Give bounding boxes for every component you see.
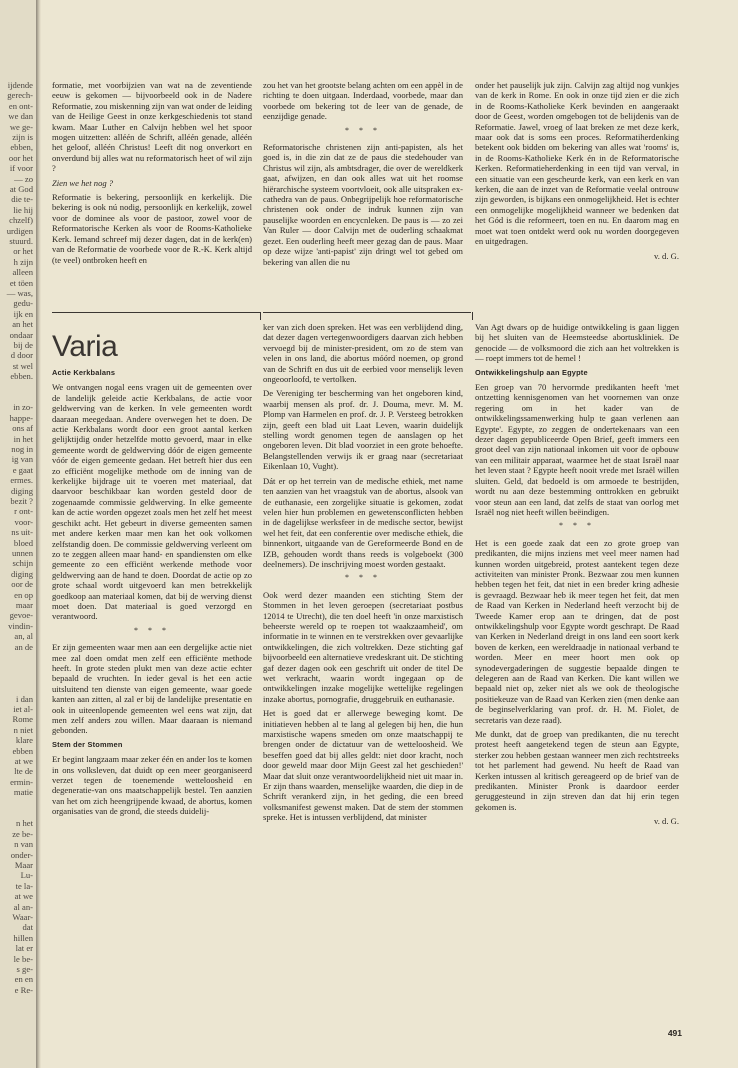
page-number: 491 — [667, 1028, 682, 1038]
section-separator: * * * — [134, 625, 170, 635]
previous-page-text-fragment: gerech- — [7, 90, 33, 101]
previous-page-text-fragment: Waar- — [12, 912, 33, 922]
varia-column-1 — [52, 322, 252, 1022]
previous-page-text-fragment: nog in — [11, 444, 33, 454]
article-paragraph: zou het van het grootste belang achten om een appèl in de richting te doen uitgaan. Inderdaad, voorbede, maar dan voorbede om bekering tot de leer van de genade, de eenzijdige genade. — [263, 80, 463, 122]
article-column-1 — [52, 80, 252, 308]
previous-page-text-fragment: s ge- — [16, 964, 33, 974]
previous-page-text-fragment: e gaat — [12, 464, 33, 475]
article-paragraph: Een groep van 70 hervormde predikanten heeft 'met ontzetting kennisgenomen van het voornemen van onze regering om in het kader van de ontwikkelingssamenwerking hulp te gaan verlenen aan Egypte'. Egypte, zo zeggen de ondertekenaars van een dezer dagen gepubliceerde Open Brief, geeft immers een groot deel van zijn nationaal inkomen uit voor de opbouw van een militair apparaat, waarmee het de staat Israël naar het leven staat ? Egypte heeft nooit vrede met Israël willen sluiten. Geld, dat bedoeld is om armoede te bestrijden, wordt nu aan deze bestemming onttrokken en gebruikt voor steun aan een land, dat zelfs de staat van oorlog met Israël nog niet heeft willen beëindigen. — [475, 382, 679, 517]
varia-title: Varia — [52, 330, 118, 363]
previous-page-text-fragment: or het — [13, 246, 33, 257]
section-separator: * * * — [345, 573, 381, 583]
section-separator: * * * — [345, 125, 381, 135]
previous-page-text-fragment: lie hij — [13, 204, 33, 215]
previous-page-text-fragment: ons af — [12, 423, 33, 434]
previous-page-text-fragment: hillen — [13, 932, 33, 943]
previous-page-text-fragment: ondaar — [9, 329, 33, 340]
previous-page-text-fragment: lat er — [15, 943, 33, 954]
article-subheading: Zien we het nog ? — [52, 177, 114, 188]
previous-page-text-fragment: ermin- — [10, 776, 33, 787]
previous-page-text-fragment: zijn is — [12, 132, 33, 142]
previous-page-text-fragment: ze be- — [12, 828, 33, 839]
column-rule — [260, 312, 261, 320]
article-paragraph: Van Agt dwars op de huidige ontwikkeling is gaan liggen bij het sluiten van de Heemsteedse abortuskliniek. De genocide — de volksmoord die zich aan het voltrekken is — roept immers tot de hemel ! — [475, 322, 679, 364]
article-paragraph: Ook werd dezer maanden een stichting Stem der Stommen in het leven geroepen (secretariaat postbus 12014 te Utrecht), die ten doel heeft 'in onze marxistisch beheerste wereld op te roepen tot waakzaamheid', om informatie in te winnen en te verstrekken over gevaarlijke ontwikkelingen, die zich voltrekken. Deze stichting gaf bijvoorbeeld een alternatieve vredeskrant uit. De stichting gaf dezer dagen ook een geschrift uit onder de titel De wet verkracht, waarin wordt ingegaan op de ontwikkelingen inzake mogelijke wettelijke regelingen inzake abortus, pornografie, druggebruik en euthanasie. — [263, 589, 463, 704]
previous-page-text-fragment: schijn — [12, 558, 33, 569]
previous-page-text-fragment: we ge- — [9, 121, 33, 132]
previous-page-text-fragment: at we — [14, 756, 33, 766]
previous-page-text-fragment: st wel — [12, 360, 33, 371]
previous-page-text-fragment: ebben, — [10, 142, 33, 153]
section-heading: Actie Kerkbalans — [52, 368, 116, 377]
previous-page-text-fragment: if voor — [9, 163, 33, 174]
previous-page-text-fragment: an het — [12, 319, 33, 330]
author-signature: v. d. G. — [654, 816, 679, 827]
previous-page-text-fragment: ermes. — [10, 475, 33, 486]
previous-page-text-fragment: at God — [9, 184, 33, 194]
previous-page-text-fragment: oor het — [8, 152, 33, 163]
previous-page-text-fragment: lte de — [14, 766, 33, 777]
article-paragraph: Het is goed dat er allerwege beweging komt. De initiatieven hebben al te lang al gelegen bij hen, die hun marxistische wapens smeden om onze maatschappij te brengen onder de dictatuur van de wetteloosheid. We beseffen goed dat bij alles geldt: niet door kracht, noch door geweld maar door Mijn Geest zal het geschieden!' Maar dat sluit onze verantwoordelijkheid niet uit maar in. Er zijn thans waarden, menselijke waarden, die diep in de Schrift verankerd zijn, in het geding, die een breed volksmanifest gewenst maken. Dat de stem der stommen spreke. Het is intussen verblijdend, dat minister — [263, 708, 463, 823]
previous-page-text-fragment: Maar — [14, 860, 33, 870]
previous-page-text-fragment: al an- — [13, 901, 33, 912]
previous-page-text-fragment: an de — [14, 641, 33, 652]
previous-page-text-fragment: et töen — [9, 277, 33, 288]
article-paragraph: We ontvangen nogal eens vragen uit de gemeenten over de landelijk geleide actie Kerkbalans, de actie voor geldwerving van de kerken. In vele gemeenten wordt daaraan meegedaan. Andere overwegen het te doen. De actie Kerkbalans wordt door een groot aantal kerken gelijktijdig onder hetzelfde motto gevoerd, maar in elke gemeente wordt de geldwerving dóór de eigen gemeente vóór de eigen gemeente gedaan. Het betreft hier dus een zo efficiënt mogelijke methode om de inning van de kerkelijke bijdrage uit te voeren met materiaal, dat daarvoor beschikbaar kan worden gesteld door de zogenaamde commissie geldwerving. In elke gemeente kan de actie worden opgezet zoals men het zelf het meest geschikt acht. Het gebeurt in diverse gemeenten samen met andere kerken maar men kan het ook volkomen zelfstandig doen. De commissie geldwerving verleent om zo te zeggen alleen maar hand- en spandiensten om elke gemeente zo een efficiënt werkende methode voor geldwerving aan de hand te doen. Doordat de actie op zo grote schaal wordt uitgevoerd kan men betrekkelijk goedkoop aan materiaal komen, dat bij de werving dienst moet doen. Dat materiaal is goed verzorgd en verantwoord. — [52, 382, 252, 622]
article-paragraph: Er begint langzaam maar zeker één en ander los te komen in ons volksleven, dat duidt op een meer georganiseerd verzet tegen de toenemende wetteloosheid en degeneratie-van ons maatschappelijk bestel. Ten aanzien van het om zich heengrijpende kwaad, de abortus, komen organisaties van de grond, die steeds duidelij- — [52, 754, 252, 817]
article-paragraph: ker van zich doen spreken. Het was een verblijdend ding, dat dezer dagen vertegenwoordigers daarvan zich hebben vervoegd bij de minister-president, om zo de stem van velen in ons land, die abortus móórd noemen, op grond van de Schrift en dus uit de eerbied voor menselijk leven ongeoorloofd, te vertolken. — [263, 322, 463, 385]
article-column-3 — [475, 80, 679, 308]
previous-page-text-fragment: ijdende — [7, 80, 33, 90]
previous-page-text-fragment: voor- — [14, 516, 33, 527]
previous-page-text-fragment: happe- — [9, 412, 33, 423]
column-rule — [472, 312, 473, 320]
page-gutter — [36, 0, 41, 1068]
varia-column-2 — [263, 322, 463, 1022]
previous-page-text-fragment: diging — [11, 568, 33, 579]
previous-page-text-fragment: n het — [16, 818, 33, 829]
previous-page-text-fragment: in het — [13, 433, 33, 444]
previous-page-text-fragment: bloed — [13, 537, 33, 548]
previous-page-text-fragment: Lu- — [20, 870, 33, 881]
previous-page-text-fragment: an, al — [14, 631, 33, 642]
previous-page-text-fragment: we dan — [8, 111, 33, 122]
article-paragraph: Reformatie is bekering, persoonlijk en kerkelijk. Die bekering is ook nú nodig, persoonlijk en kerkelijk, zowel voor de dominee als voor de pastoor, zowel voor de Reformatorische Kerken als voor de Rooms-Katholieke Kerk. Iemand schreef mij dezer dagen, dat in de kerk(en) van de Reformatie de voorbede voor de R.-K. Kerk altijd (te veel) ontbroken heeft en — [52, 192, 252, 265]
article-paragraph: Er zijn gemeenten waar men aan een dergelijke actie niet mee zal doen omdat men zelf een efficiënte methode heeft. In grote steden plukt men van deze actie echter bepaald de vruchten. In ieder geval is het een actie uitsluitend ten dienste van eigen gemeente, waar goede kanten aan zitten, al zal er bij de landelijke presentatie en ook in uiteenlopende gemeenten wel eens wat zijn, dat men zelf anders zou willen. Maar daaraan is niemand gebonden. — [52, 642, 252, 736]
previous-page-text-fragment: h zijn — [13, 256, 33, 267]
previous-page-text-fragment: gevoe- — [9, 610, 33, 621]
previous-page-text-fragment: ijk en — [13, 308, 33, 319]
section-separator: * * * — [559, 521, 595, 531]
previous-page-text-fragment: unnen — [11, 548, 33, 558]
article-paragraph: Me dunkt, dat de groep van predikanten, die nu terecht protest heeft aangetekend tegen de steun aan Egypte, sterker zou hebben gestaan wanneer men zich rechtstreeks tot het parlement had gewend. Nu heeft de Raad van Kerken intussen al kritisch gereageerd op de brief van de predikanten. Minister Pronk is daardoor eerder geruggesteund in zijn streven dan dat hij erin tegen gekomen is. — [475, 729, 679, 812]
previous-page-text-fragment: en ont- — [8, 100, 33, 111]
previous-page-text-fragment: n van — [14, 839, 33, 850]
previous-page-text-fragment: i dan — [16, 693, 33, 704]
previous-page-text-fragment: ig van — [11, 454, 33, 465]
previous-page-text-fragment: maar — [15, 600, 33, 610]
varia-column-3 — [475, 322, 679, 1022]
previous-page-text-fragment: in zo- — [13, 402, 33, 413]
previous-page-text-fragment: dat — [22, 922, 33, 933]
previous-page-fragment — [0, 0, 36, 1068]
previous-page-text-fragment: ebben — [12, 745, 33, 756]
article-paragraph: De Vereniging ter bescherming van het ongeboren kind, waarbij mensen als prof. dr. J. Douma, mevr. M. M. Plomp van Harmelen en prof. dr. J. P. Versteeg betrokken zijn, geeft een blad uit Laat Leven, waarin duidelijk stelling wordt genomen tegen de aanslagen op het ongeboren leven. Dit blad voorziet in een grote behoefte. Belangstellenden verwijs ik er graag naar (secretariaat Eikenlaan 10, Vught). — [263, 388, 463, 472]
previous-page-text-fragment: Rome — [12, 714, 33, 725]
previous-page-text-fragment: diging — [11, 485, 33, 496]
article-paragraph: Dát er op het terrein van de medische ethiek, met name ten aanzien van het vraagstuk van de abortus, alsook van de euthanasie, een zorgelijke situatie is gekomen, zodat velen hier hun problemen en gewetensconflicten hebben in de dagelijkse werksfeer in de medische sector, bewijst wel het feit, dat een conferentie over medische ethiek, die binnenkort, uitgaande van de Gereformeerde Bond en de IZB, gehouden wordt thans reeds is volgeboekt (300 deelnemers). De inschrijving moest worden gestaakt. — [263, 475, 463, 569]
previous-page-text-fragment: ebben. — [10, 371, 33, 382]
previous-page-text-fragment: gedu- — [13, 298, 33, 309]
previous-page-text-fragment: vindin- — [8, 620, 33, 631]
article-paragraph: Reformatorische christenen zijn anti-papisten, als het goed is, in die zin dat ze de paus die stedehouder van Christus wil zijn, als ambtsdrager, die over de wereldkerk gaat, afwijzen, en dan ook alles wat uit het roomse hiërarchische systeem voortvloeit, ook alle uitspraken ex-cathedra van de paus. Onbegrijpelijk hoe reformatorische christenen ook onder de indruk kunnen zijn van pauselijke woorden en encycnleken. De paus is — zo zei Van Ruler — door Calvijn met de ouderling schaakmat gezet. Een ouderling heeft meer gezag dan de paus. Maar op deze wijze 'anti-papist' zijn dringt wel tot gebed om bekering van allen die nu — [263, 142, 463, 267]
previous-page-text-fragment: ns uit- — [11, 527, 33, 538]
previous-page-text-fragment: urdigen — [6, 225, 33, 236]
article-paragraph: formatie, met voorbijzien van wat na de zeventiende eeuw is gekomen — bijvoorbeeld ook in de Nadere Reformatie, zou miskenning zijn van wat onder de leiding van de Heilige Geest in onze kerkgeschiedenis tot stand kwam. Maar Luther en Calvijn hebben wel het spoor mogen uitzetten: alléén de Schrift, alléén genade, alléén het geloof, alléén Christus! Leeft dit nog onverkort en onverdund bij alles wat nu reformatorisch heet of wil zijn ? — [52, 80, 252, 174]
previous-page-text-fragment: — zo — [14, 173, 33, 184]
previous-page-text-fragment: iet al- — [13, 704, 33, 714]
previous-page-text-fragment: chzelf) — [9, 215, 33, 226]
previous-page-text-fragment: le be- — [13, 953, 33, 964]
previous-page-text-fragment: n niet — [13, 724, 33, 735]
previous-page-text-fragment: r ont- — [14, 506, 33, 517]
previous-page-text-fragment: e Re- — [14, 984, 33, 995]
previous-page-text-fragment: alleen — [12, 267, 33, 278]
previous-page-text-fragment: te la- — [15, 880, 33, 891]
previous-page-text-fragment: onder- — [10, 849, 33, 860]
previous-page-text-fragment: matie — [13, 787, 33, 798]
article-paragraph: Het is een goede zaak dat een zo grote groep van predikanten, die mijns inziens met veel meer namen had kunnen worden uitgebreid, protest aantekent tegen deze activiteiten van minister Pronk. Bezwaar zou men kunnen hebben tegen het feit, dat niet in een breder kring adhesie is gevraagd. Bezwaar heb ik meer tegen het feit, dat men de Raad van Kerken in Nederland heeft verzocht bij de Tweede Kamer erop aan te dringen, dat de post ontwikkelingshulp voor Egypte wordt geschrapt. De Raad van Kerken in Nederland dreigt in ons land een soort kerk boven de kerken, een wereldraadje in nationaal verband te worden. Meer en meer hoort men ook op synodevergaderingen de suggestie bepaalde dingen te delegeren aan de Raad van Kerken. Die kant willen we bepaald niet op, zeker niet als we ook de theologische positiekeuze van de Raad van Kerken zien (men denke aan de beginselverklaring van prof. dr. H. M. Fiolet, de secretaris van deze raad). — [475, 537, 679, 725]
article-column-2 — [263, 80, 463, 308]
previous-page-text-fragment: at we — [14, 891, 33, 902]
section-heading: Ontwikkelingshulp aan Egypte — [475, 367, 588, 377]
section-heading: Stem der Stommen — [52, 739, 123, 749]
previous-page-text-fragment: die te- — [11, 194, 33, 205]
previous-page-text-fragment: bij de — [13, 340, 33, 350]
previous-page-text-fragment: oor de — [11, 579, 33, 590]
previous-page-text-fragment: — was, — [6, 288, 33, 298]
previous-page-text-fragment: bezit ? — [10, 496, 33, 506]
previous-page-text-fragment: klare — [15, 735, 33, 746]
article-paragraph: onder het pauselijk juk zijn. Calvijn zag altijd nog vunkjes van de kerk in Rome. En ook in onze tijd zien er die zich in de Rooms-Katholieke Kerk bevinden en aangeraakt door de Geest, worden omgebogen tot de belijdenis van de Reformatie. Jawel, vroeg of laat breken ze met deze kerk, maar ook dat is soms een proces. Reformatiherdenking betekent ook bidden om bekering van alles wat 'rooms' is, in de Rooms-Katholieke Kerk én in de Reformatorische Kerken. Reformatieherdenking in een tijd van verval, in een situatie van een gescheurde kerk, van een kerk en van kerken, die aan de inzet van de Reformatie veelal ontrouw zijn geworden, is bijkans een onmogelijkheid. Het is echter een onmogelijke mogelijkheid wanneer we bedenken dat het Gód is die reformeert, toen en nu. En daarom mag en moet wat toen ontdekt werd ook nu worden doorgegeven en uitgedragen. — [475, 80, 679, 247]
previous-page-text-fragment: stuurd. — [9, 236, 33, 246]
author-signature: v. d. G. — [654, 250, 679, 261]
previous-page-text-fragment: en op — [14, 589, 33, 600]
section-divider — [263, 312, 471, 313]
previous-page-text-fragment: d door — [10, 350, 33, 361]
section-divider — [52, 312, 260, 313]
previous-page-text-fragment: en en — [14, 974, 33, 985]
